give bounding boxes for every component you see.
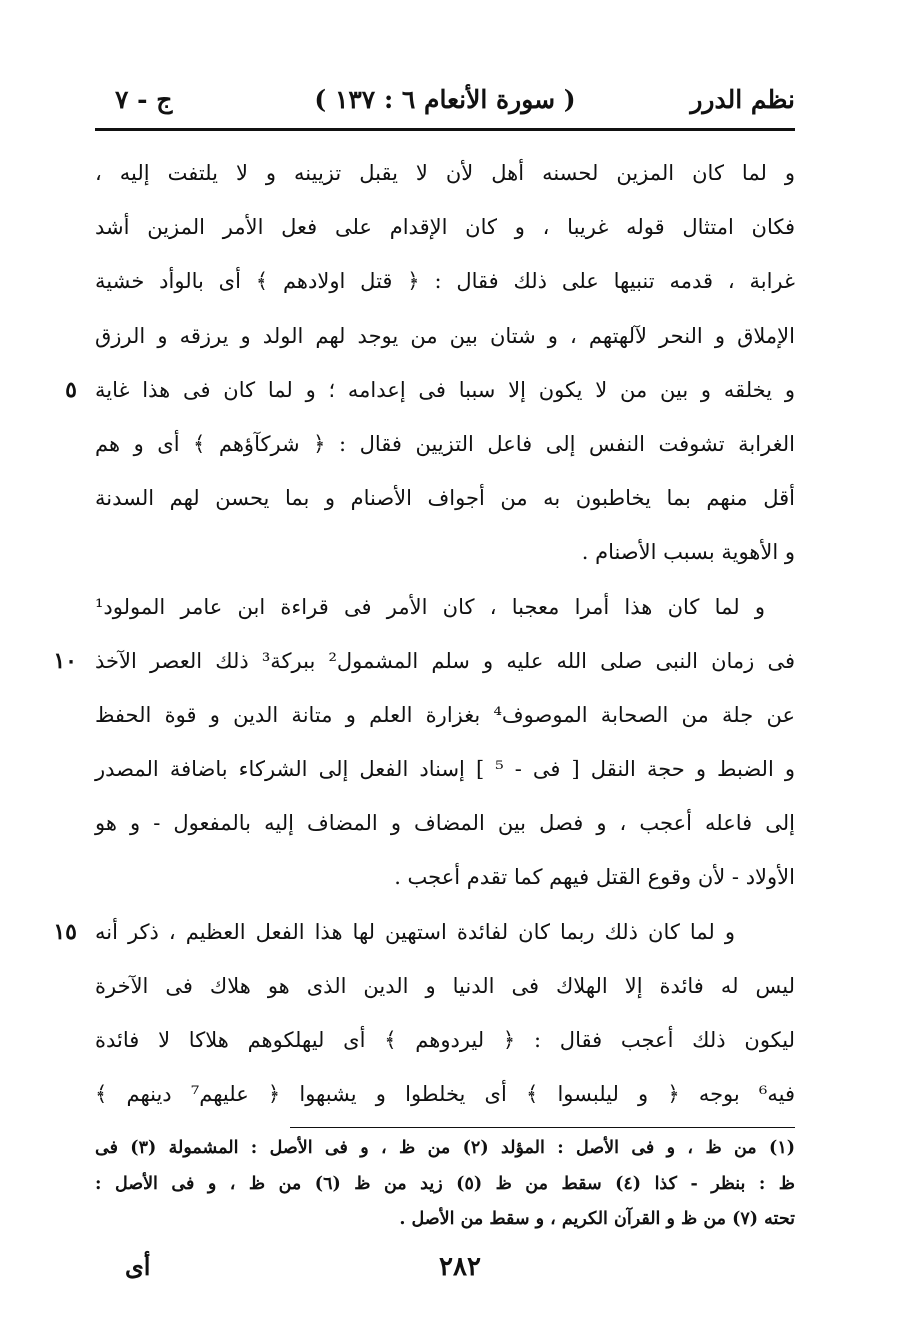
line-text: الإملاق و النحر لآلهتهم ، و شتان بين من يوجد لهم الولد و يرزقه و الرزق xyxy=(95,323,795,348)
line-number: ١٥ xyxy=(53,918,77,945)
line-text: ليكون ذلك أعجب فقال : ﴿ ليردوهم ﴾ أى ليهلكوهم هلاكا لا فائدة xyxy=(95,1028,795,1052)
line-text: غرابة ، قدمه تنبيها على ذلك فقال : ﴿ قتل اولادهم ﴾ أى بالوأد خشية xyxy=(95,269,795,294)
line-text: و لما كان هذا أمرا معجبا ، كان الأمر فى قراءة ابن عامر المولود¹ xyxy=(95,594,765,619)
line-text: فكان امتثال قوله غريبا ، و كان الإقدام على فعل الأمر المزين أشد xyxy=(95,215,795,240)
text-line xyxy=(95,796,795,850)
footnote-divider xyxy=(290,1127,795,1128)
line-text: و الأهوية بسبب الأصنام . xyxy=(581,540,795,565)
main-text xyxy=(53,146,795,1121)
line-text: الغرابة تشوفت النفس إلى فاعل التزيين فقال : ﴿ شركآؤهم ﴾ أى و هم xyxy=(95,431,795,456)
line-text: فيه⁶ بوجه ﴿ و ليلبسوا ﴾ أى يخلطوا و يشبهوا ﴿ عليهم⁷ دينهم ﴾ xyxy=(95,1082,795,1107)
text-line xyxy=(95,309,795,363)
text-line xyxy=(95,850,795,904)
footnote-line: تحته (٧) من ظ و القرآن الكريم ، و سقط من الأصل . xyxy=(399,1209,795,1229)
line-text: و الضبط و حجة النقل [ فى - ⁵ ] إسناد الفعل إلى الشركاء باضافة المصدر xyxy=(95,757,795,782)
footnotes xyxy=(95,1131,795,1238)
text-line xyxy=(53,905,795,959)
footnote-line: ظ : بنظر - كذا (٤) سقط من ظ (٥) زيد من ظ (٦) من ظ ، و فى الأصل : xyxy=(95,1173,795,1194)
line-number: ١٠ xyxy=(53,647,77,674)
line-text: فى زمان النبى صلى الله عليه و سلم المشمول² ببركة³ ذلك العصر الآخذ xyxy=(95,648,795,673)
text-line xyxy=(65,363,795,417)
book-title: نظم الدرر xyxy=(690,85,795,114)
text-line xyxy=(95,200,795,254)
text-line xyxy=(53,634,795,688)
line-text: عن جلة من الصحابة الموصوف⁴ بغزارة العلم و متانة الدين و قوة الحفظ xyxy=(95,702,795,727)
line-text: الأولاد - لأن وقوع القتل فيهم كما تقدم أعجب . xyxy=(394,865,795,890)
footnote-line: (١) من ظ ، و فى الأصل : المؤلد (٢) من ظ ، و فى الأصل : المشمولة (٣) فى xyxy=(95,1138,795,1158)
text-line xyxy=(95,742,795,796)
text-line xyxy=(95,471,795,525)
text-line xyxy=(95,959,795,1013)
header-divider xyxy=(95,128,795,131)
page-number: ٢٨٢ xyxy=(439,1252,481,1282)
line-text: و لما كان المزين لحسنه أهل لأن لا يقبل تزيينه و لا يلتفت إليه ، xyxy=(95,161,795,185)
running-header xyxy=(95,80,795,120)
line-text: ليس له فائدة إلا الهلاك فى الدنيا و الدين الذى هو هلاك فى الآخرة xyxy=(95,973,795,998)
catchword: أى xyxy=(125,1252,151,1281)
text-line xyxy=(95,1013,795,1067)
line-text: و يخلقه و بين من لا يكون إلا سببا فى إعدامه ؛ و لما كان فى هذا غاية xyxy=(95,377,795,402)
text-line xyxy=(95,688,795,742)
line-text: إلى فاعله أعجب ، و فصل بين المضاف و المضاف إليه بالمفعول - و هو xyxy=(95,811,795,836)
volume-number: ج - ٧ xyxy=(115,85,173,114)
text-line xyxy=(95,146,795,200)
surah-reference: ( سورة الأنعام ٦ : ١٣٧ ) xyxy=(314,85,576,114)
line-text: أقل منهم بما يخاطبون به من أجواف الأصنام و بما يحسن لهم السدنة xyxy=(95,486,795,511)
text-line xyxy=(95,1067,795,1121)
text-line xyxy=(95,254,795,308)
text-line xyxy=(95,580,795,634)
line-number: ٥ xyxy=(65,376,77,403)
text-line xyxy=(95,525,795,579)
text-line xyxy=(95,417,795,471)
line-text: و لما كان ذلك ربما كان لفائدة استهين لها هذا الفعل العظيم ، ذكر أنه xyxy=(95,919,735,944)
